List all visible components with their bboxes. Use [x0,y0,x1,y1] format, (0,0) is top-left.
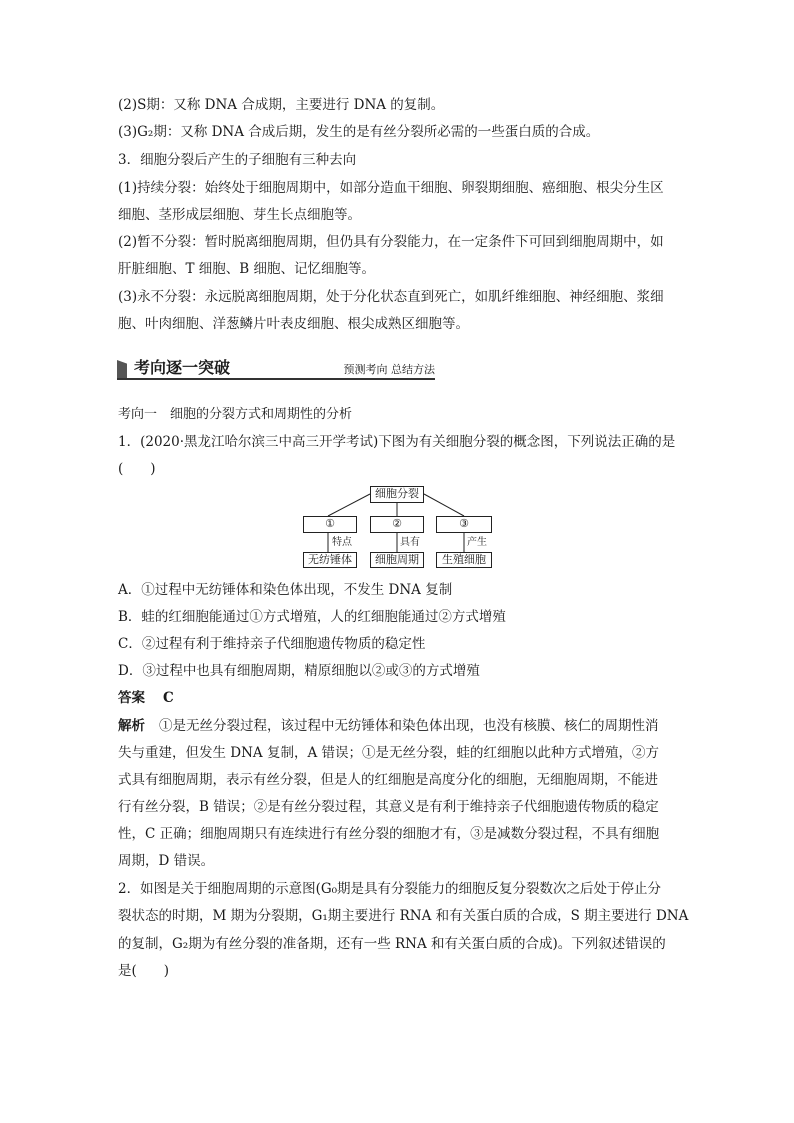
q1-stem-line-1: 1．(2020·黑龙江哈尔滨三中高三开学考试)下图为有关细胞分裂的概念图，下列说法正确的是 [118,434,676,450]
analysis-line-5: 性，C 正确；细胞周期只有连续进行有丝分裂的细胞才有，③是减数分裂过程，不具有细胞 [118,826,660,842]
answer-label: 答案 [118,690,145,706]
diagram-node-1: ① [303,516,357,533]
g2-phase-text: (3)G₂期：又称 DNA 合成后期，发生的是有丝分裂所必需的一些蛋白质的合成。 [118,124,600,140]
q1-option-d: D．③过程中也具有细胞周期，精原细胞以②或③的方式增殖 [118,663,480,679]
analysis-line-3: 式具有细胞周期，表示有丝分裂，但是人的红细胞是高度分化的细胞，无细胞周期，不能进 [118,772,658,788]
diagram-label-1: 特点 [332,537,352,548]
section-rule [117,378,435,380]
fate-2-line-2: 肝脏细胞、T 细胞、B 细胞、记忆细胞等。 [118,261,376,277]
heading-3: 3．细胞分裂后产生的子细胞有三种去向 [118,152,357,168]
analysis-line-4: 行有丝分裂，B 错误；②是有丝分裂过程，其意义是有利于维持亲子代细胞遗传物质的稳定 [118,799,659,815]
analysis-text-1: ①是无丝分裂过程，该过程中无纺锤体和染色体出现，也没有核膜、核仁的周期性消 [159,718,659,734]
q2-line-4: 是( ) [118,963,170,979]
diagram-leaf-3: 生殖细胞 [436,552,492,568]
diagram-node-2: ② [370,516,424,533]
analysis-line-1 [118,716,678,736]
section-marker-icon [117,360,127,378]
q1-answer-line [118,688,678,708]
q2-line-1: 2．如图是关于细胞周期的示意图(G₀期是具有分裂能力的细胞反复分裂数次之后处于停止分 [118,881,662,897]
diagram-label-3: 产生 [467,537,487,548]
q1-option-a: A．①过程中无纺锤体和染色体出现，不发生 DNA 复制 [118,582,453,598]
answer-value: C [163,690,174,706]
concept-diagram [300,485,494,569]
section-title: 考向逐一突破 [134,358,231,377]
s-phase-text: (2)S期：又称 DNA 合成期，主要进行 DNA 的复制。 [118,97,445,113]
q2-line-2: 裂状态的时期，M 期为分裂期，G₁期主要进行 RNA 和有关蛋白质的合成，S 期主要进行 DNA [118,908,689,924]
q1-option-b: B．蛙的红细胞能通过①方式增殖，人的红细胞能通过②方式增殖 [118,609,506,625]
diagram-leaf-2: 细胞周期 [370,552,424,568]
diagram-root: 细胞分裂 [370,486,424,503]
q2-line-3: 的复制，G₂期为有丝分裂的准备期，还有一些 RNA 和有关蛋白质的合成)。下列叙述错误的 [118,936,666,952]
fate-1-line-2: 细胞、茎形成层细胞、芽生长点细胞等。 [118,207,361,223]
analysis-line-6: 周期，D 错误。 [118,853,215,869]
q1-option-c: C．②过程有利于维持亲子代细胞遗传物质的稳定性 [118,636,426,652]
fate-1-line-1: (1)持续分裂：始终处于细胞周期中，如部分造血干细胞、卵裂期细胞、癌细胞、根尖分生区 [118,180,664,196]
section-header [117,358,435,380]
q1-stem-line-2: ( ) [118,461,156,477]
section-subtitle: 预测考向 总结方法 [343,363,435,376]
diagram-leaf-1: 无纺锤体 [303,552,357,568]
fate-3-line-1: (3)永不分裂：永远脱离细胞周期，处于分化状态直到死亡，如肌纤维细胞、神经细胞、浆细 [118,289,664,305]
analysis-label: 解析 [118,718,145,734]
topic-heading: 考向一 细胞的分裂方式和周期性的分析 [118,407,353,422]
diagram-node-3: ③ [436,516,492,533]
diagram-label-2: 具有 [400,537,420,548]
fate-3-line-2: 胞、叶肉细胞、洋葱鳞片叶表皮细胞、根尖成熟区细胞等。 [118,316,469,332]
fate-2-line-1: (2)暂不分裂：暂时脱离细胞周期，但仍具有分裂能力，在一定条件下可回到细胞周期中，如 [118,234,664,250]
analysis-line-2: 失与重建，但发生 DNA 复制，A 错误；①是无丝分裂，蛙的红细胞以此种方式增殖，②方 [118,745,660,761]
